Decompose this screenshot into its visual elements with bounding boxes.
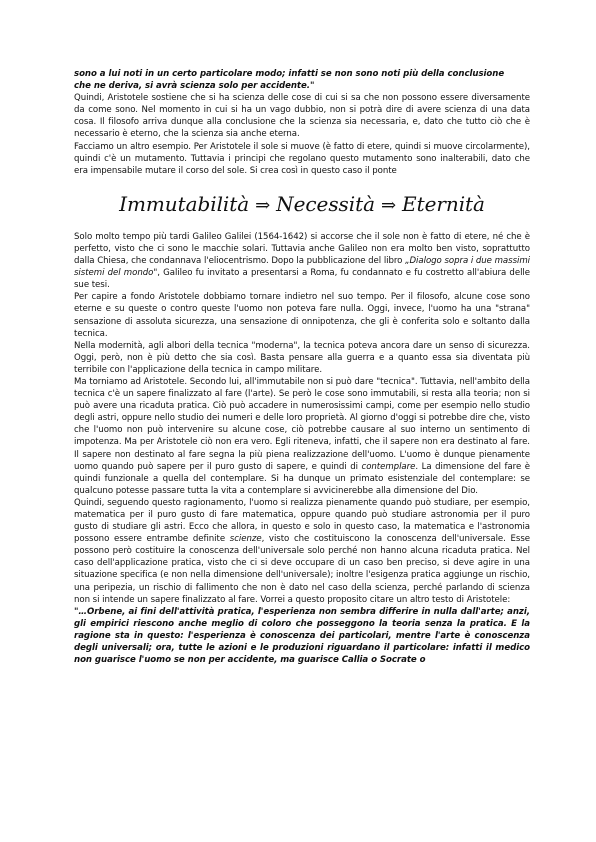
paragraph-torniamo: [74, 376, 530, 497]
quote-continuation: [74, 68, 530, 92]
heading-immutabilita-necessita-eternita: [74, 191, 530, 219]
quindi-text-b: , visto che costituiscono la conoscenza dell'universale. Esse possono però costituire la conoscenza dell'universale solo perché non hanno alcuna ricaduta pratica. Nel caso dell'applicazione pratica, visto che ci si deve occupare di un caso ben preciso, si deve agire in una situazione specifica (e non nella dimensione dell'universale); inoltre l'esigenza pratica aggiunge un rischio, una peripezia, un rischio di fallimento che non è dato nel caso della scienza, perché parlando di scienza non si intende un sapere finalizzato al fare. Vorrei a questo proposito citare un altro testo di Aristotele:: [74, 534, 531, 605]
quote-line-2: che ne deriva, si avrà scienza solo per accidente.": [74, 81, 315, 92]
paragraph-aristotele-scienza: Quindi, Aristotele sostiene che si ha scienza delle cose di cui si sa che non possono essere diversamente da come sono. Nel momento in cui si ha un vago dubbio, non si potrà dire di avere scienza di una data cosa. Il filosofo arriva dunque alla conclusione che la scienza sia necessaria, e, dato che tutto ciò che è necessario è eterno, che la scienza sia anche eterna.: [74, 93, 530, 140]
quote-aristotele-metafisica: "…Orbene, ai fini dell'attività pratica, l'esperienza non sembra differire in nulla dall'arte; anzi, gli empirici riescono anche meglio di coloro che posseggono la teoria senza la pratica. E la ragione sta in questo: l'esperienza è conoscenza dei particolari, mentre l'arte è conoscenza degli universali; ora, tutte le azioni e le produzioni riguardano il particolare: infatti il medico non guarisce l'uomo se non per accidente, ma guarisce Callia o Socrate o: [74, 606, 530, 666]
galileo-text-a: Solo molto tempo più tardi Galileo Galilei (1564-1642) si accorse che il sole non è fatto di etere, né che è perfetto, visto che ci sono le macchie solari. Tuttavia anche Galileo non era molto ben visto, soprattutto dalla Chiesa, che condannava l'eliocentrismo. Dopo la pubblicazione del libro: [74, 231, 530, 267]
paragraph-galileo: [74, 231, 530, 291]
quindi-emphasis: scienze: [229, 534, 262, 545]
quindi-text-a: Quindi, seguendo questo ragionamento, l'uomo si realizza pienamente quando può studiare, per esempio, matematica per il puro gusto di fare matematica, oppure quando può studiare astronomia per il puro gusto di studiare gli astri. Ecco che allora, in questo e solo in questo caso, la matematica e l'astronomia possono essere entrambe definite: [74, 497, 530, 545]
paragraph-capire-aristotele: Per capire a fondo Aristotele dobbiamo tornare indietro nel suo tempo. Per il filosofo, alcune cose sono eterne e su queste o contro queste l'uomo non poteva fare nulla. Oggi, invece, l'uomo ha una "strana" sensazione di assoluta sicurezza, una sensazione di onnipotenza, che gli è conferita solo e soltanto dalla tecnica.: [74, 292, 530, 339]
document-body: [74, 68, 530, 666]
heading-word-immutabilita: Immutabilità: [119, 191, 250, 216]
torniamo-text-a: Ma torniamo ad Aristotele. Secondo lui, all'immutabile non si può dare "tecnica". Tuttavia, nell'ambito della tecnica c'è un sapere finalizzato al fare (l'arte). Se però le cose sono immutabili, si resta alla teoria; non si può avere una ricaduta pratica. Ciò può accadere in numerosissimi campi, come per esempio nello studio degli astri, oppure nello studio dei numeri e delle loro proprietà. Al giorno d'oggi si potrebbe dire che, visto che l'uomo non può intervenire su alcune cose, ciò potrebbe causare al suo interno un sentimento di impotenza. Ma per Aristotele ciò non era vero. Egli riteneva, infatti, che il sapere non era destinato al fare. Il sapere non destinato al fare segna la più piena realizzazione dell'uomo. L'uomo è dunque pienamente uomo quando può sapere per il puro gusto di sapere, e quindi di: [74, 376, 530, 472]
paragraph-quindi-seguendo: [74, 497, 530, 606]
paragraph-altro-esempio: Facciamo un altro esempio. Per Aristotele il sole si muove (è fatto di etere, quindi si muove circolarmente), quindi c'è un mutamento. Tuttavia i principi che regolano questo mutamento sono inalterabili, dato che era impensabile mutare il corso del sole. Si crea così in questo caso il ponte: [74, 141, 530, 176]
paragraph-modernita: Nella modernità, agli albori della tecnica "moderna", la tecnica poteva ancora dare un senso di sicurezza. Oggi, però, non è più detto che sia così. Basta pensare alla guerra e a quanto essa sia diventata più terribile con l'applicazione della tecnica in campo militare.: [74, 340, 530, 375]
heading-word-eternita: Eternità: [402, 191, 485, 216]
heading-word-necessita: Necessità: [276, 191, 375, 216]
book-title: „Dialogo sopra i due massimi sistemi del mondo": [74, 256, 530, 279]
implies-arrow-icon: ⇒: [380, 194, 397, 216]
galileo-text-b: , Galileo fu invitato a presentarsi a Roma, fu condannato e fu costretto all'abiura delle sue tesi.: [74, 268, 530, 291]
torniamo-text-b: . La dimensione del fare è quindi funzionale a quella del contemplare. Si ha dunque un primato esistenziale del contemplare: se qualcuno potesse passare tutta la vita a contemplare si avvicinerebbe alla dimensione del Dio.: [74, 461, 530, 496]
quote-line-1: sono a lui noti in un certo particolare modo; infatti se non sono noti più della conclusione: [74, 69, 505, 79]
torniamo-emphasis: contemplare: [361, 461, 416, 472]
implies-arrow-icon: ⇒: [255, 194, 271, 216]
